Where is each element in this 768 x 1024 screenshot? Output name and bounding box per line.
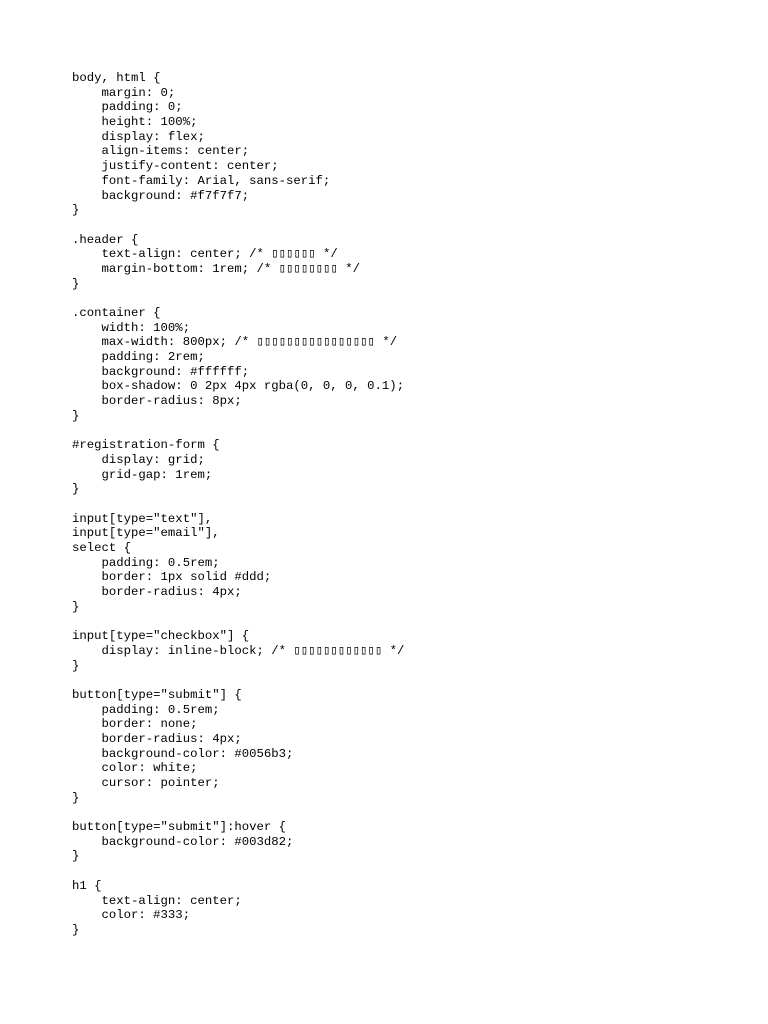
code-line: button[type="submit"]:hover { xyxy=(72,820,287,835)
code-line: color: #333; xyxy=(72,908,191,923)
code-line: padding: 0; xyxy=(72,100,183,115)
code-line: } xyxy=(72,599,80,614)
code-line: max-width: 800px; /* ▯▯▯▯▯▯▯▯▯▯▯▯▯▯▯▯ */ xyxy=(72,335,398,350)
code-line: text-align: center; /* ▯▯▯▯▯▯ */ xyxy=(72,247,338,262)
code-line: } xyxy=(72,203,80,218)
code-line: select { xyxy=(72,541,132,555)
code-line: background: #ffffff; xyxy=(72,364,250,379)
code-line xyxy=(72,614,752,629)
code-line: button[type="submit"] { xyxy=(72,687,242,702)
code-line: .header { xyxy=(72,232,139,247)
code-line xyxy=(72,673,752,688)
code-line xyxy=(72,805,752,820)
code-line: border-radius: 4px; xyxy=(72,585,242,600)
code-line: display: flex; xyxy=(72,129,205,144)
code-line: .container { xyxy=(72,306,161,320)
code-line: #registration-form { xyxy=(72,438,220,453)
code-line: cursor: pointer; xyxy=(72,776,220,790)
code-line: margin-bottom: 1rem; /* ▯▯▯▯▯▯▯▯ */ xyxy=(72,261,360,276)
code-line: color: white; xyxy=(72,761,198,776)
code-line: } xyxy=(72,482,80,497)
code-line: background-color: #003d82; xyxy=(72,834,294,849)
code-line: } xyxy=(72,408,80,423)
code-line: display: inline-block; /* ▯▯▯▯▯▯▯▯▯▯▯▯ */ xyxy=(72,643,405,658)
code-line xyxy=(72,497,752,512)
code-line: h1 { xyxy=(72,878,102,893)
code-line: justify-content: center; xyxy=(72,159,279,174)
code-line xyxy=(72,291,752,306)
code-line: } xyxy=(72,849,80,864)
code-line xyxy=(72,864,752,879)
code-line: border-radius: 4px; xyxy=(72,731,242,746)
code-line: padding: 0.5rem; xyxy=(72,702,220,717)
code-line xyxy=(72,218,752,233)
code-line: height: 100%; xyxy=(72,115,198,130)
code-line: align-items: center; xyxy=(72,144,250,159)
code-line: text-align: center; xyxy=(72,893,242,908)
code-line: border: 1px solid #ddd; xyxy=(72,570,272,585)
code-line: padding: 0.5rem; xyxy=(72,555,220,570)
code-line: input[type="email"], xyxy=(72,526,220,541)
code-line: display: grid; xyxy=(72,452,205,467)
code-line: } xyxy=(72,276,80,291)
code-line: border-radius: 8px; xyxy=(72,394,242,409)
code-line: } xyxy=(72,790,80,805)
code-line: box-shadow: 0 2px 4px rgba(0, 0, 0, 0.1); xyxy=(72,379,405,394)
code-line: background: #f7f7f7; xyxy=(72,188,250,203)
code-line: grid-gap: 1rem; xyxy=(72,467,213,482)
code-line: body, html { xyxy=(72,71,161,85)
css-code-document xyxy=(72,71,752,938)
code-line: } xyxy=(72,922,80,937)
code-line: background-color: #0056b3; xyxy=(72,746,294,761)
code-line: } xyxy=(72,658,80,673)
code-line xyxy=(72,424,752,439)
code-line: font-family: Arial, sans-serif; xyxy=(72,173,331,188)
code-line: input[type="checkbox"] { xyxy=(72,629,250,644)
code-line: border: none; xyxy=(72,717,198,732)
code-line: padding: 2rem; xyxy=(72,350,205,365)
code-line: margin: 0; xyxy=(72,85,176,100)
code-line: input[type="text"], xyxy=(72,511,213,526)
code-line: width: 100%; xyxy=(72,320,191,335)
